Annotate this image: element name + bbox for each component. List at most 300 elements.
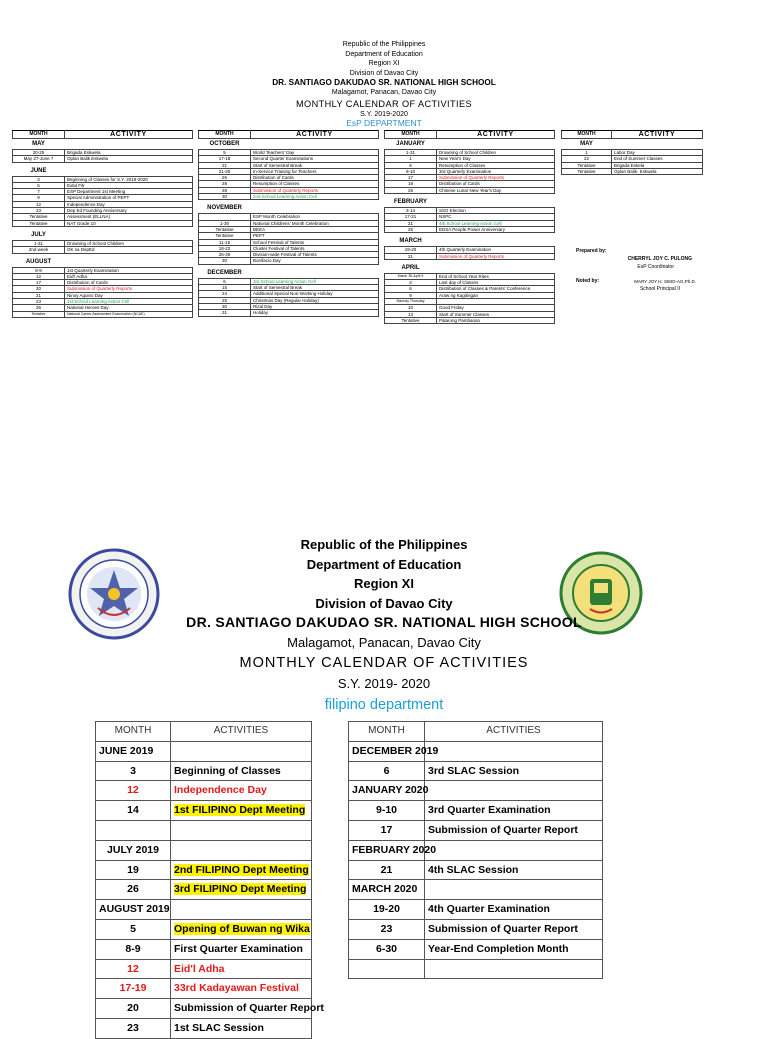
month-heading: MAY	[32, 141, 45, 147]
month-heading-row	[385, 236, 555, 247]
activity-date: 24	[199, 291, 251, 297]
month-heading-row	[385, 139, 555, 150]
activity-row	[349, 761, 603, 781]
activity-row	[96, 919, 312, 939]
activity-row	[349, 959, 603, 979]
activity-name: National Childrens' Month Celebration	[251, 220, 379, 226]
month-heading: NOVEMBER	[207, 205, 242, 212]
activity-date: Tentative	[13, 311, 65, 317]
activity-name: Submission of Quarterly Reports	[437, 253, 555, 259]
activity-text: First Quarter Examination	[174, 942, 303, 955]
activity-text: 1st FILIPINO Dept Meeting	[174, 804, 306, 817]
activity-date: 2nd week	[13, 247, 65, 253]
activity-name: Independence Day	[65, 201, 193, 207]
activity-name: End of School Year Rites	[437, 273, 555, 279]
activity-name: National Heroes Day	[65, 305, 193, 311]
activity-date: 25-29	[199, 252, 251, 258]
month-heading-row	[13, 139, 193, 150]
division-line: Division of Davao City	[349, 69, 419, 77]
activity-date: 19-20	[349, 900, 425, 920]
esp-calendar-table-4	[561, 130, 703, 175]
activity-text: 2nd FILIPINO Dept Meeting	[174, 863, 309, 876]
activity-row	[96, 880, 312, 900]
activity-name	[171, 801, 312, 821]
activity-name: In-Service Training for Teachers	[251, 168, 379, 174]
activity-date: 22	[562, 156, 612, 162]
activity-date: 1	[385, 156, 437, 162]
activity-row	[96, 820, 312, 840]
activity-name: Eid'l Adha	[65, 273, 193, 279]
activity-date: 26	[199, 175, 251, 181]
activity-row	[349, 820, 603, 840]
month-heading: JUNE	[30, 167, 47, 174]
activity-name: Additional Special Non-Working Holiday	[251, 291, 379, 297]
activity-name	[171, 880, 312, 900]
signature-block	[576, 248, 696, 294]
table-header-row	[385, 131, 555, 139]
month-heading-row	[349, 781, 603, 801]
month-heading: OCTOBER	[209, 141, 240, 147]
activity-date: 9-10	[385, 168, 437, 174]
activity-name: ESP Department 1st Meeting	[65, 189, 193, 195]
table-header-row	[199, 131, 379, 139]
activity-date: 28	[199, 187, 251, 193]
month-heading: APRIL	[401, 264, 420, 271]
activity-name: Ninoy Aquino Day	[65, 292, 193, 298]
activity-name: ESP Month Celebration	[251, 214, 379, 220]
activity-date: 3	[96, 761, 171, 781]
activity-row	[199, 310, 379, 316]
activity-name	[171, 979, 312, 999]
activity-name: 2nd School Learning Action Cell	[251, 194, 379, 200]
activity-name: Brigada Eskela	[612, 162, 703, 168]
activity-date: 8-9	[13, 267, 65, 273]
activity-date: 26	[96, 880, 171, 900]
activity-name: Oplan Balik- Eskwela	[612, 168, 703, 174]
month-heading-row	[349, 840, 603, 860]
activity-text: 3rd Quarter Examination	[428, 804, 551, 817]
activity-date: 18	[385, 181, 437, 187]
activity-text: Independence Day	[174, 784, 267, 797]
esp-calendar-table-1	[12, 130, 193, 318]
activity-name: Second Quarter Examinations	[251, 156, 379, 162]
activity-name: Dep Ed Founding Anniversary	[65, 208, 193, 214]
activity-date: May 27-June 7	[13, 156, 65, 162]
month-heading: AUGUST	[25, 258, 52, 265]
deped-line: Department of Education	[345, 50, 423, 58]
activity-name: Eidul Fitr	[65, 182, 193, 188]
month-column-header: MONTH	[199, 131, 251, 139]
activity-text: Submission of Quarter Report	[428, 823, 578, 836]
activity-date: 25	[385, 187, 437, 193]
activity-name: NAT Grade 10	[65, 220, 193, 226]
activity-name: OK sa DepEd	[65, 247, 193, 253]
month-heading-row	[199, 139, 379, 150]
activity-date: 7	[13, 189, 65, 195]
activity-name	[171, 761, 312, 781]
activity-date: March 30-April 3	[385, 273, 437, 279]
table-header-row	[349, 722, 603, 742]
activity-date: 9	[13, 195, 65, 201]
month-heading-row	[385, 197, 555, 208]
activity-name: Start of Semestral Break	[251, 162, 379, 168]
table-header-row	[13, 131, 193, 139]
activity-date: 21	[13, 292, 65, 298]
month-heading: FEBRUARY 2020	[349, 840, 425, 860]
activity-name	[171, 939, 312, 959]
activity-text: Submission of Quarter Report	[428, 922, 578, 935]
month-heading: MARCH	[399, 238, 422, 245]
activity-row	[13, 311, 193, 317]
activity-date: 9-10	[349, 801, 425, 821]
month-column-header: MONTH	[562, 131, 612, 139]
month-heading-row	[349, 741, 603, 761]
month-heading-row	[13, 230, 193, 241]
activity-name: Chinese Lunar New Year's Day	[437, 187, 555, 193]
activity-text: 3rd FILIPINO Dept Meeting	[174, 883, 307, 896]
activity-name: Cluster Festival of Talents	[251, 245, 379, 251]
filipino-calendar-table-right	[348, 721, 603, 979]
activity-date: 30	[199, 194, 251, 200]
activity-date: 6	[385, 162, 437, 168]
activity-row	[96, 1018, 312, 1038]
activity-date: 1-31	[13, 240, 65, 246]
activity-date: 19-20	[385, 247, 437, 253]
month-heading-row	[199, 203, 379, 214]
activity-row	[96, 761, 312, 781]
school-address-2: Malagamot, Panacan, Davao City	[287, 634, 481, 650]
noted-by-name: MARY JOY H. SIMO-AG,Ph.D.	[634, 279, 696, 284]
activity-column-header: ACTIVITY	[65, 131, 193, 139]
activity-name: 4th Quarterly Examination	[437, 247, 555, 253]
activity-row	[385, 317, 555, 323]
activity-date: 17-21	[385, 214, 437, 220]
activities-column-header: ACTIVITIES	[425, 722, 603, 742]
month-heading-row	[562, 139, 703, 150]
activity-date: 5	[13, 182, 65, 188]
activity-text: 4th SLAC Session	[428, 863, 519, 876]
department-name: EsP DEPARTMENT	[346, 118, 422, 129]
activity-date: Tentative	[199, 226, 251, 232]
activity-name: Resumption of Classes	[251, 181, 379, 187]
activity-name: Labor Day	[612, 150, 703, 156]
republic-line: Republic of the Philippines	[342, 41, 426, 48]
activity-name: Araw ng Kagitingan	[437, 292, 555, 298]
activity-name: End of Summer Classes	[612, 156, 703, 162]
month-heading-row	[349, 880, 603, 900]
month-heading: MAY	[580, 141, 593, 147]
activity-name: EDSA People Power Anniversary	[437, 226, 555, 232]
month-heading-row	[96, 900, 312, 920]
activity-row	[349, 860, 603, 880]
filipino-calendar-table-left	[95, 721, 324, 1039]
month-heading: DECEMBER	[207, 269, 242, 276]
activity-date: 17-19	[96, 979, 171, 999]
activity-date: 8-9	[96, 939, 171, 959]
noted-by-role: School Principal II	[639, 286, 680, 292]
table-header-row	[96, 722, 312, 742]
activity-name: Bonifacio Day	[251, 258, 379, 264]
activity-date: 11-15	[199, 239, 251, 245]
calendar-title-2: MONTHLY CALENDAR OF ACTIVITIES	[239, 655, 529, 671]
activity-date: 14	[96, 801, 171, 821]
activity-name: Resumption of Classes	[437, 162, 555, 168]
activity-date: 5	[96, 919, 171, 939]
activity-name	[171, 1018, 312, 1038]
month-heading: JULY	[31, 231, 46, 238]
activity-row	[96, 860, 312, 880]
activity-column-header: ACTIVITY	[437, 131, 555, 139]
activity-date: 25	[199, 297, 251, 303]
activity-date: 17	[385, 175, 437, 181]
activity-name	[425, 860, 603, 880]
activity-date: Tentative	[562, 168, 612, 174]
esp-calendar-table-2	[198, 130, 379, 317]
activity-name: School Festival of Talents	[251, 239, 379, 245]
activity-date: 6	[385, 286, 437, 292]
activity-name: Submission of Quarterly Reports	[251, 187, 379, 193]
department-name-2: filipino department	[324, 696, 444, 713]
activity-date: 3	[385, 280, 437, 286]
activity-name: Brigada Eskwela	[65, 150, 193, 156]
prepared-by-label: Prepared by:	[576, 248, 607, 254]
month-heading: AUGUST 2019	[96, 900, 171, 920]
activity-name	[425, 820, 603, 840]
activity-name	[171, 781, 312, 801]
month-heading: JANUARY	[396, 141, 425, 147]
school-year-2: S.Y. 2019- 2020	[337, 676, 431, 691]
activity-name: Special Administration of PEPT	[65, 195, 193, 201]
activity-date: 6	[349, 761, 425, 781]
activities-column-header: ACTIVITIES	[171, 722, 312, 742]
activity-name: Rizal Day	[251, 303, 379, 309]
activity-name: Holiday	[251, 310, 379, 316]
activity-date: 17	[13, 280, 65, 286]
activity-name: National Career Assessment Examination (NCAE)	[65, 311, 193, 317]
activity-date: 9	[385, 292, 437, 298]
activity-date: 21	[199, 162, 251, 168]
activity-name: Assessment (ELLNA)	[65, 214, 193, 220]
activity-name: Palarong Pambansa	[437, 317, 555, 323]
activity-text: Year-End Completion Month	[428, 942, 569, 955]
activity-date: 23	[349, 919, 425, 939]
activity-date: 26	[13, 305, 65, 311]
activity-date: 20-25	[13, 150, 65, 156]
school-name-2: DR. SANTIAGO DAKUDAO SR. NATIONAL HIGH SCHOOL	[186, 614, 582, 630]
month-heading: JUNE 2019	[96, 741, 171, 761]
month-heading-row	[13, 257, 193, 268]
activity-date: 25	[385, 226, 437, 232]
activity-row	[349, 801, 603, 821]
activity-date: 20	[96, 999, 171, 1019]
activity-date: Tentative	[13, 220, 65, 226]
activity-date: 17	[349, 820, 425, 840]
activity-date: 12	[96, 781, 171, 801]
activity-date: 23	[13, 208, 65, 214]
activity-date: Tentative	[385, 317, 437, 323]
activity-name: 1st Quarterly Examination	[65, 267, 193, 273]
activity-date: 6	[199, 278, 251, 284]
activity-date: Maundy Thursday	[385, 299, 437, 305]
deped-line-2: Department of Education	[306, 556, 462, 572]
activity-name: Distribution of Cards	[251, 175, 379, 181]
school-address: Malagamot, Panacan, Davao City	[331, 88, 437, 96]
month-heading-row	[96, 741, 312, 761]
activity-date: 15	[199, 285, 251, 291]
activity-name: Good Friday	[437, 305, 555, 311]
month-heading: FEBRUARY	[393, 199, 428, 206]
republic-line-2: Republic of the Philippines	[300, 537, 468, 552]
activity-row	[385, 286, 555, 292]
activity-name	[425, 900, 603, 920]
activity-name	[171, 860, 312, 880]
prepared-by-role: EsP Coordinator	[637, 264, 674, 270]
activity-name	[425, 761, 603, 781]
activity-date: Tentative	[562, 162, 612, 168]
activity-text: Opening of Buwan ng Wika	[174, 922, 310, 935]
activity-name: Distribution of Classes & Parents' Conference	[437, 286, 555, 292]
activity-name: Submission of Quarterly Reports	[437, 175, 555, 181]
activity-date: 30	[199, 258, 251, 264]
activity-date: Tentative	[199, 233, 251, 239]
activity-text: 33rd Kadayawan Festival	[174, 982, 299, 995]
activity-date: 31	[199, 310, 251, 316]
region-line-2: Region XI	[354, 576, 414, 591]
activity-name	[425, 801, 603, 821]
activity-row	[349, 900, 603, 920]
month-column-header: MONTH	[96, 722, 171, 742]
activity-name	[171, 919, 312, 939]
activity-name: PEPT	[251, 233, 379, 239]
activity-name: Division-wide Festival of Talents	[251, 252, 379, 258]
activity-name	[425, 939, 603, 959]
activity-date: 30	[199, 303, 251, 309]
month-column-header: MONTH	[349, 722, 425, 742]
month-heading: JULY 2019	[96, 840, 171, 860]
activity-date: 1-30	[199, 220, 251, 226]
activity-name: Drowning of School Children	[437, 150, 555, 156]
filipino-document-header	[0, 535, 768, 716]
school-name: DR. SANTIAGO DAKUDAO SR. NATIONAL HIGH SCHOOL	[272, 78, 496, 88]
activity-name: 4th School Learning Action Cell	[437, 220, 555, 226]
activity-name: Start of Summer Classes	[437, 311, 555, 317]
activity-name: Distribution of Cards	[437, 181, 555, 187]
calendar-title: MONTHLY CALENDAR OF ACTIVITIES	[295, 98, 473, 109]
activity-date: 20	[13, 286, 65, 292]
prepared-by-name: CHERRYL JOY C. PULONG	[627, 256, 692, 262]
activity-date: 6-30	[349, 939, 425, 959]
activity-name: Beginning of Classes for S.Y. 2019-2020	[65, 176, 193, 182]
activity-name: 3rd Quarterly Examination	[437, 168, 555, 174]
activity-date: 21	[385, 220, 437, 226]
activity-column-header: ACTIVITY	[251, 131, 379, 139]
activity-text: Submission of Quarter Report	[174, 1002, 324, 1015]
activity-row	[96, 959, 312, 979]
activity-name: 1st School Learning Action Cell	[65, 299, 193, 305]
activity-name: World Teachers' Day	[251, 150, 379, 156]
activity-date: 21	[385, 253, 437, 259]
month-heading: DECEMBER 2019	[349, 741, 425, 761]
activity-date: 10	[385, 305, 437, 311]
activity-column-header: ACTIVITY	[612, 131, 703, 139]
activity-name	[171, 959, 312, 979]
activity-date: 1-31	[385, 150, 437, 156]
esp-calendar-table-3	[384, 130, 555, 324]
month-column-header: MONTH	[385, 131, 437, 139]
activity-row	[96, 801, 312, 821]
activity-date: 1	[562, 150, 612, 156]
activity-text: Eid'l Adha	[174, 962, 225, 975]
activity-date: 3	[13, 176, 65, 182]
division-line-2: Division of Davao City	[315, 595, 453, 611]
activity-row	[349, 919, 603, 939]
activity-date: 12	[13, 273, 65, 279]
activity-date: 19	[96, 860, 171, 880]
activity-name: Submission of Quarterly Reports	[65, 286, 193, 292]
activity-name: 3rd School Learning Action Cell	[251, 278, 379, 284]
activity-name: SSG Election	[437, 208, 555, 214]
activity-name: New Year's Day	[437, 156, 555, 162]
activity-date: 13	[385, 311, 437, 317]
activity-date: 21-25	[199, 168, 251, 174]
activity-name	[171, 999, 324, 1019]
activity-text: 4th Quarter Examination	[428, 903, 550, 916]
month-heading-row	[13, 166, 193, 177]
activity-name: Last day of Classes	[437, 280, 555, 286]
month-heading-row	[96, 840, 312, 860]
activity-name: Distribution of Cards	[65, 280, 193, 286]
noted-by-label: Noted by:	[576, 278, 600, 284]
month-heading: JANUARY 2020	[349, 781, 425, 801]
month-heading: MARCH 2020	[349, 880, 425, 900]
activity-name: BEEA	[251, 226, 379, 232]
activity-date: 12	[13, 201, 65, 207]
table-header-row	[562, 131, 703, 139]
month-heading-row	[385, 263, 555, 274]
activity-date: 18-22	[199, 245, 251, 251]
activity-row	[96, 999, 312, 1019]
activity-name: NSPC	[437, 214, 555, 220]
activity-row	[96, 781, 312, 801]
esp-document-header	[0, 40, 768, 129]
school-year: S.Y. 2019-2020	[360, 110, 408, 118]
activity-date: 17-18	[199, 156, 251, 162]
activity-name: Christmas Day (Regular Holiday)	[251, 297, 379, 303]
region-line: Region XI	[368, 60, 400, 68]
activity-name: Oplan Balik Eskwela	[65, 156, 193, 162]
activity-date: 23	[13, 299, 65, 305]
activity-text: 1st SLAC Session	[174, 1021, 264, 1034]
activity-row	[96, 979, 312, 999]
activity-name	[425, 919, 603, 939]
activity-row	[349, 939, 603, 959]
month-heading-row	[199, 268, 379, 279]
activity-date: 28	[199, 181, 251, 187]
activity-text: 3rd SLAC Session	[428, 764, 520, 777]
activity-date: 12	[96, 959, 171, 979]
activity-date: 23	[96, 1018, 171, 1038]
activity-date: 5	[199, 150, 251, 156]
activity-date: Tentative	[13, 214, 65, 220]
activity-text: Beginning of Classes	[174, 764, 281, 777]
month-column-header: MONTH	[13, 131, 65, 139]
activity-name: Drowning of School Children	[65, 240, 193, 246]
activity-row	[562, 168, 703, 174]
activity-date: 21	[349, 860, 425, 880]
activity-date: 3-14	[385, 208, 437, 214]
activity-row	[96, 939, 312, 959]
activity-name: Start of Semestral Break	[251, 285, 379, 291]
